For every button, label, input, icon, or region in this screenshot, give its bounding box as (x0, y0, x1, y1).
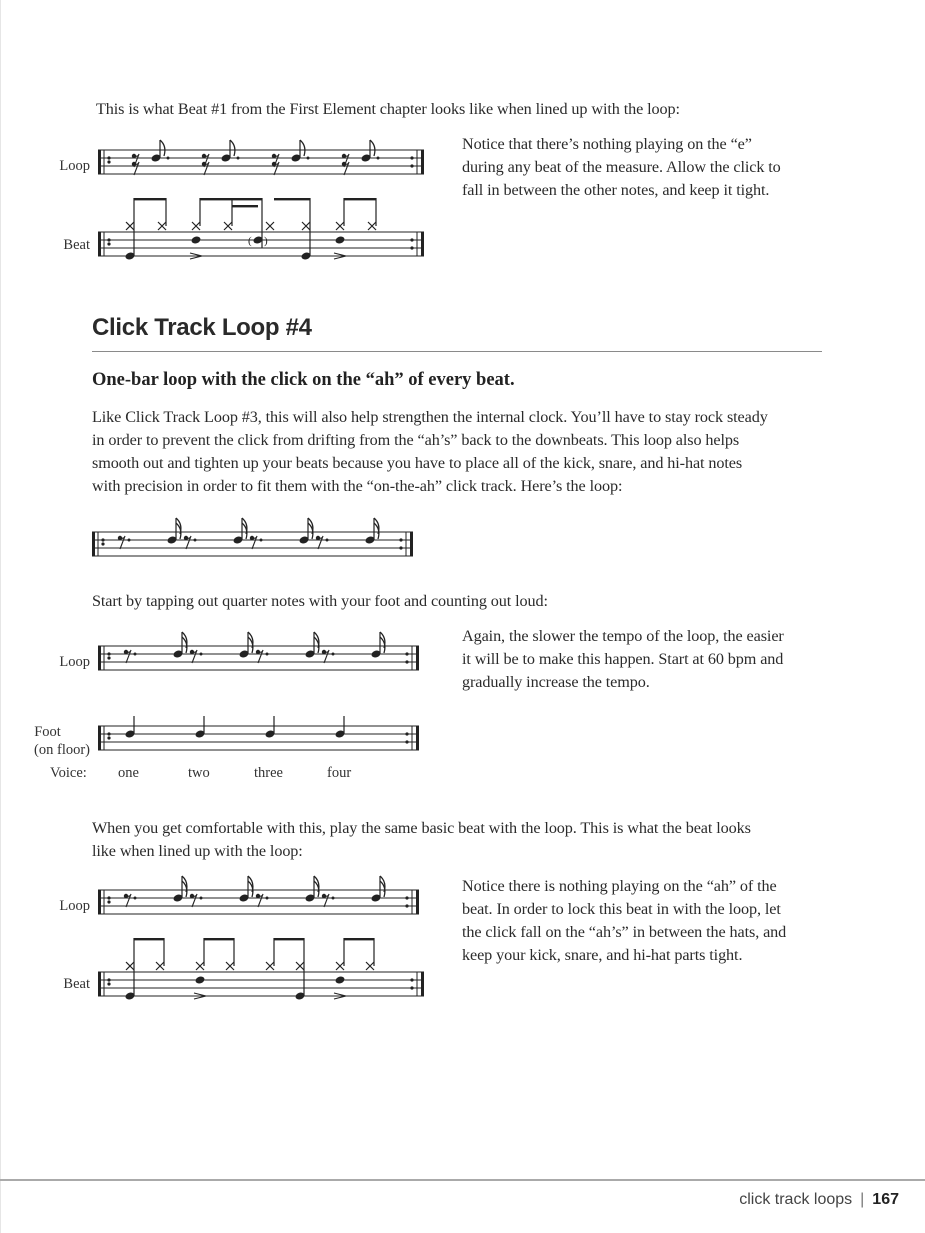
page-footer (739, 1191, 899, 1209)
repeat-dot (410, 986, 413, 989)
repeat-dot (107, 156, 110, 159)
repeat-dot (410, 164, 413, 167)
note-flag (160, 140, 165, 156)
augmentation-dot (134, 653, 137, 656)
beam (200, 198, 262, 200)
count-two: two (188, 765, 210, 781)
snare-note (195, 975, 206, 984)
repeat-dot (107, 656, 110, 659)
augmentation-dot (332, 897, 335, 900)
fig4-note-line: keep your kick, snare, and hi-hat parts tight. (462, 946, 743, 964)
beam-sixteenth (232, 205, 258, 207)
repeat-dot (405, 660, 408, 663)
ghost-paren-left: ( (248, 235, 252, 247)
repeat-dot (405, 904, 408, 907)
repeat-dot (405, 732, 408, 735)
augmentation-dot (200, 653, 203, 656)
fig3-note-line: it will be to make this happen. Start at 60 bpm and (462, 650, 784, 668)
hihat-x-notehead (224, 222, 232, 230)
repeat-dot (410, 238, 413, 241)
snare-note (191, 235, 202, 244)
count-three: three (254, 765, 283, 781)
hihat-x-notehead (302, 222, 310, 230)
snare-note (335, 235, 346, 244)
repeat-dot (405, 896, 408, 899)
repeat-dot (107, 982, 110, 985)
repeat-dot (107, 242, 110, 245)
section-subtitle: One-bar loop with the click on the “ah” of every beat. (92, 370, 515, 390)
beam (274, 938, 304, 940)
augmentation-dot (307, 157, 310, 160)
augmentation-dot (237, 157, 240, 160)
section-title: Click Track Loop #4 (92, 314, 312, 341)
hihat-x-notehead (192, 222, 200, 230)
repeat-dot (405, 740, 408, 743)
repeat-bar-thick (416, 646, 419, 670)
repeat-dot (101, 542, 104, 545)
beam (344, 198, 376, 200)
footer-chapter: click track loops (739, 1191, 853, 1208)
fig3-loop-staff (96, 626, 426, 681)
repeat-dot (107, 896, 110, 899)
snare-note (335, 975, 346, 984)
fig4-note-line: beat. In order to lock this beat in with the loop, let (462, 900, 781, 918)
beam (274, 198, 310, 200)
repeat-bar-thick (98, 726, 101, 750)
augmentation-dot (266, 653, 269, 656)
fig1-note-line: Notice that there’s nothing playing on the “e” (462, 135, 752, 153)
body-line: Like Click Track Loop #3, this will also help strengthen the internal clock. You’ll have to stay rock steady (92, 408, 768, 426)
start-text: Start by tapping out quarter notes with your foot and counting out loud: (92, 592, 548, 610)
section-rule (92, 351, 822, 352)
augmentation-dot (134, 897, 137, 900)
hihat-x-notehead (226, 962, 234, 970)
fig4-beat-label: Beat (63, 976, 90, 992)
augmentation-dot (200, 897, 203, 900)
repeat-bar-thick (98, 646, 101, 670)
hihat-x-notehead (196, 962, 204, 970)
repeat-dot (410, 156, 413, 159)
fig4-note-line: Notice there is nothing playing on the “ah” of the (462, 877, 777, 895)
footer-separator: | (860, 1191, 865, 1208)
fig3-loop-label: Loop (59, 654, 90, 670)
repeat-dot (107, 732, 110, 735)
fig1-note-line: during any beat of the measure. Allow the click to (462, 158, 781, 176)
repeat-dot (410, 978, 413, 981)
hihat-x-notehead (266, 222, 274, 230)
fig4-note-line: the click fall on the “ah’s” in between the hats, and (462, 923, 787, 941)
hihat-x-notehead (156, 962, 164, 970)
beam (134, 938, 164, 940)
augmentation-dot (194, 539, 197, 542)
fig3-note-line: Again, the slower the tempo of the loop, the easier (462, 627, 784, 645)
repeat-dot (405, 652, 408, 655)
hihat-x-notehead (266, 962, 274, 970)
augmentation-dot (260, 539, 263, 542)
count-four: four (327, 765, 352, 781)
repeat-dot (107, 900, 110, 903)
repeat-bar-thick (421, 972, 424, 996)
page-edge (0, 0, 1, 1233)
repeat-bar-thick (421, 150, 424, 174)
fig1-loop-label: Loop (59, 158, 90, 174)
intro-text: This is what Beat #1 from the First Element chapter looks like when lined up with the loop: (96, 100, 680, 118)
note-flag (300, 140, 305, 156)
augmentation-dot (377, 157, 380, 160)
repeat-bar-thick (92, 532, 95, 556)
repeat-bar-thick (98, 972, 101, 996)
body-line: with precision in order to fit them with the “on-the-ah” click track. Here’s the loop: (92, 477, 623, 495)
fig4-loop-staff (96, 870, 426, 925)
fig4-beat-staff (96, 938, 426, 1008)
augmentation-dot (167, 157, 170, 160)
comfortable-line: When you get comfortable with this, play the same basic beat with the loop. This is what the beat looks (92, 819, 751, 837)
body-line: smooth out and tighten up your beats because you have to place all of the kick, snare, and hi-hat notes (92, 454, 743, 472)
hihat-x-notehead (336, 962, 344, 970)
repeat-bar-thick (98, 232, 101, 256)
repeat-dot (101, 538, 104, 541)
page-number: 167 (872, 1191, 899, 1208)
hihat-x-notehead (126, 222, 134, 230)
footer-rule (0, 1179, 925, 1181)
repeat-dot (107, 238, 110, 241)
beam (204, 938, 234, 940)
repeat-bar-thick (98, 150, 101, 174)
hihat-x-notehead (368, 222, 376, 230)
body-line: in order to prevent the click from drifting from the “ah’s” back to the downbeats. This loop also helps (92, 431, 740, 449)
repeat-bar-thick (421, 232, 424, 256)
ghost-paren-right: ) (264, 235, 268, 247)
fig1-loop-staff (96, 130, 426, 190)
fig1-note-line: fall in between the other notes, and keep it tight. (462, 181, 770, 199)
repeat-bar-thick (98, 890, 101, 914)
repeat-dot (107, 652, 110, 655)
beam (134, 198, 166, 200)
repeat-dot (410, 246, 413, 249)
hihat-x-notehead (366, 962, 374, 970)
repeat-bar-thick (416, 726, 419, 750)
augmentation-dot (266, 897, 269, 900)
fig3-foot-sublabel: (on floor) (34, 742, 90, 758)
count-one: one (118, 765, 139, 781)
note-flag (370, 140, 375, 156)
repeat-dot (107, 978, 110, 981)
augmentation-dot (326, 539, 329, 542)
hihat-x-notehead (296, 962, 304, 970)
voice-label: Voice: (50, 765, 87, 781)
augmentation-dot (332, 653, 335, 656)
repeat-bar-thick (410, 532, 413, 556)
fig1-beat-label: Beat (63, 237, 90, 253)
fig3-foot-label: Foot (34, 724, 61, 740)
fig2-loop-staff (90, 512, 420, 567)
comfortable-line: like when lined up with the loop: (92, 842, 303, 860)
repeat-dot (399, 546, 402, 549)
fig3-note-line: gradually increase the tempo. (462, 673, 650, 691)
fig1-beat-staff (96, 198, 426, 268)
hihat-x-notehead (126, 962, 134, 970)
repeat-dot (107, 736, 110, 739)
repeat-dot (399, 538, 402, 541)
note-flag (230, 140, 235, 156)
hihat-x-notehead (158, 222, 166, 230)
repeat-bar-thick (416, 890, 419, 914)
augmentation-dot (128, 539, 131, 542)
fig4-loop-label: Loop (59, 898, 90, 914)
fig3-foot-staff (96, 712, 426, 762)
repeat-dot (107, 160, 110, 163)
hihat-x-notehead (336, 222, 344, 230)
beam (344, 938, 374, 940)
